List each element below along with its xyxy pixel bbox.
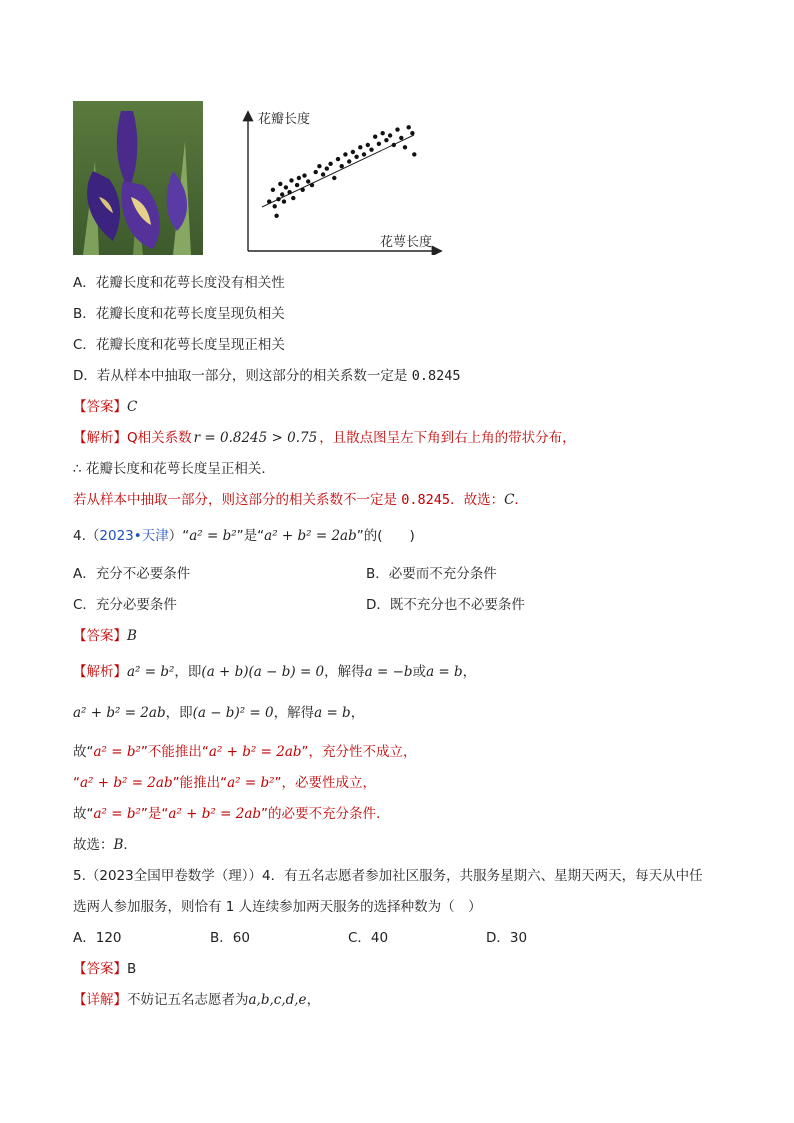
scatter-point (362, 152, 366, 156)
scatter-point (325, 166, 329, 170)
scatter-point (317, 164, 321, 168)
q3-answer: 【答案】C (73, 399, 138, 415)
scatter-point (351, 150, 355, 154)
scatter-point (369, 148, 373, 152)
scatter-point (412, 152, 416, 156)
scatter-point (301, 188, 305, 192)
q5-stem-line2: 选两人参加服务，则恰有 1 人连续参加两天服务的选择种数为（ ） (73, 899, 482, 915)
x-axis-label: 花萼长度 (380, 235, 433, 250)
scatter-point (297, 176, 301, 180)
scatter-point (388, 133, 392, 137)
q4-option-b: B．必要而不充分条件 (366, 566, 497, 582)
q4-analysis-line1: 【解析】a² = b²，即(a + b)(a − b) = 0，解得a = −b或a = b， (73, 664, 477, 680)
q4-option-c: C．充分必要条件 (73, 597, 177, 613)
scatter-point (273, 204, 277, 208)
scatter-point (358, 145, 362, 149)
q3-option-a: A．花瓣长度和花萼长度没有相关性 (73, 275, 285, 291)
q5-option-a: A．120 (73, 930, 122, 946)
scatter-point (332, 176, 336, 180)
scatter-point (284, 185, 288, 189)
q4-analysis-line5: 故“a² = b²”是“a² + b² = 2ab”的必要不充分条件. (73, 806, 381, 822)
scatter-point (366, 143, 370, 147)
scatter-point (282, 199, 286, 203)
scatter-point (377, 142, 381, 146)
scatter-point (381, 131, 385, 135)
q4-analysis-line4: “a² + b² = 2ab”能推出“a² = b²”，必要性成立， (73, 775, 377, 791)
scatter-point (336, 157, 340, 161)
scatter-point (395, 127, 399, 131)
scatter-points (267, 125, 417, 218)
q4-analysis-line3: 故“a² = b²”不能推出“a² + b² = 2ab”，充分性不成立， (73, 744, 417, 760)
scatter-point (295, 183, 299, 187)
scatter-point (287, 190, 291, 194)
scatter-point (267, 199, 271, 203)
q3-option-b: B．花瓣长度和花萼长度呈现负相关 (73, 306, 285, 322)
q5-stem-line1: 5.（2023全国甲卷数学（理））4．有五名志愿者参加社区服务，共服务星期六、星期天两天，每天从中任 (73, 868, 703, 884)
scatter-point (347, 159, 351, 163)
q3-analysis-line1: 【解析】Q相关系数 r = 0.8245 > 0.75 ，且散点图呈左下角到右上角的带状分布， (73, 430, 576, 446)
scatter-point (321, 172, 325, 176)
scatter-point (407, 125, 411, 129)
scatter-point (399, 136, 403, 140)
q4-analysis-line2: a² + b² = 2ab，即(a − b)² = 0，解得a = b， (73, 705, 365, 721)
scatter-point (289, 178, 293, 182)
scatter-point (343, 152, 347, 156)
scatter-point (392, 143, 396, 147)
q5-option-b: B．60 (210, 930, 250, 946)
iris-flower-photo (73, 101, 203, 255)
scatter-point (310, 183, 314, 187)
scatter-point (340, 164, 344, 168)
trend-line (262, 135, 414, 207)
q3-option-d: D．若从样本中抽取一部分，则这部分的相关系数一定是 0.8245 (73, 368, 461, 384)
scatter-point (314, 170, 318, 174)
scatter-point (403, 145, 407, 149)
q4-option-d: D．既不充分也不必要条件 (366, 597, 525, 613)
q5-answer: 【答案】B (73, 961, 137, 977)
scatter-point (278, 182, 282, 186)
q4-option-a: A．充分不必要条件 (73, 566, 191, 582)
scatter-point (306, 179, 310, 183)
scatter-point (280, 192, 284, 196)
scatter-point (302, 173, 306, 177)
scatter-point (373, 135, 377, 139)
q4-stem: 4.（2023•天津）“a² = b²”是“a² + b² = 2ab”的( ) (73, 528, 415, 544)
scatter-point (328, 162, 332, 166)
scatter-point (410, 131, 414, 135)
scatter-point (291, 196, 295, 200)
scatter-point (271, 188, 275, 192)
q4-analysis-line6: 故选：B． (73, 837, 137, 853)
q4-answer: 【答案】B (73, 628, 137, 644)
q3-analysis-line3: 若从样本中抽取一部分，则这部分的相关系数不一定是 0.8245．故选：C． (73, 492, 528, 508)
q5-option-d: D．30 (486, 930, 528, 946)
scatter-point (276, 197, 280, 201)
scatter-point (274, 214, 278, 218)
y-axis-label: 花瓣长度 (258, 112, 311, 127)
scatter-point (354, 155, 358, 159)
q3-analysis-line2: ∴ 花瓣长度和花萼长度呈正相关． (73, 461, 275, 477)
q3-option-c: C．花瓣长度和花萼长度呈现正相关 (73, 337, 285, 353)
q5-detail: 【详解】不妨记五名志愿者为a,b,c,d,e， (73, 992, 321, 1008)
scatter-point (384, 138, 388, 142)
q5-option-c: C．40 (348, 930, 389, 946)
